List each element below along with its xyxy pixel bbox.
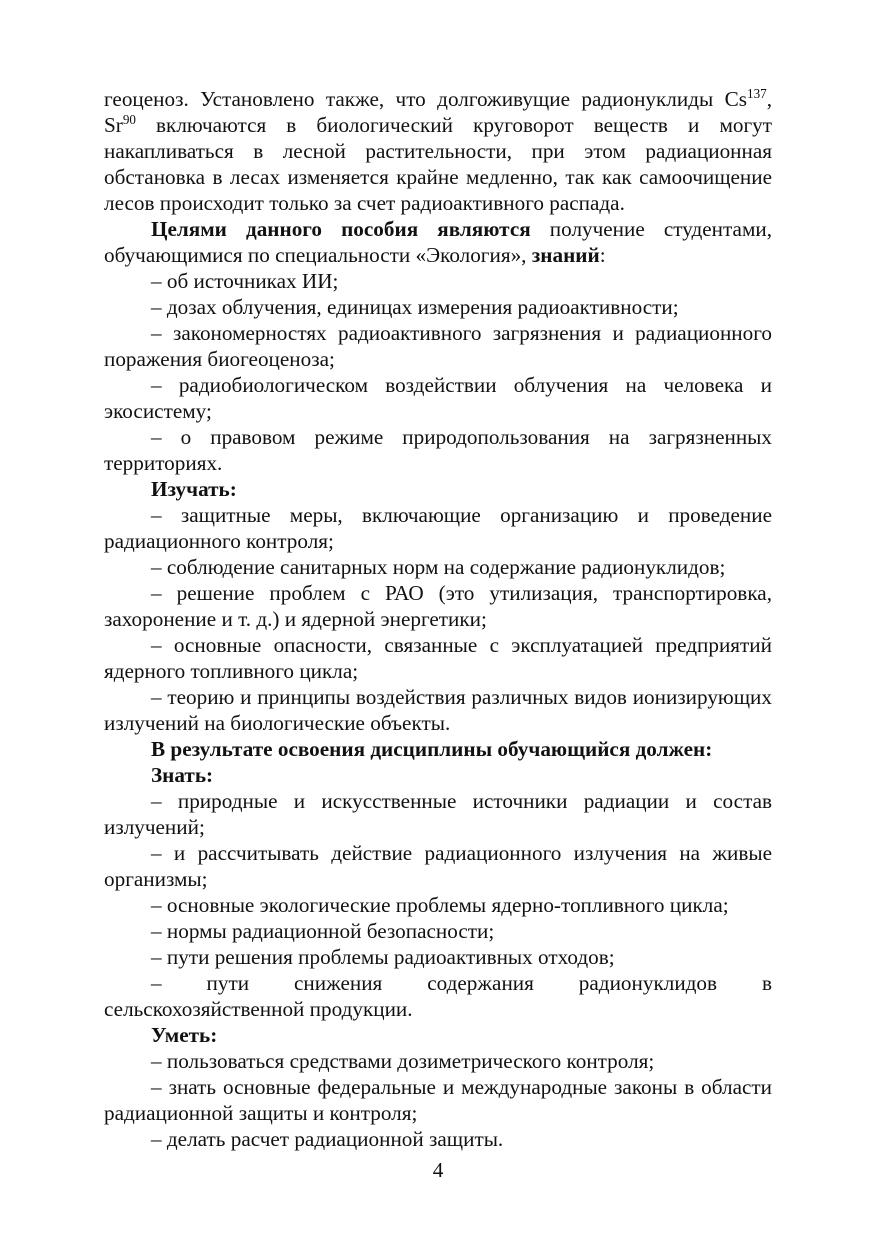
know-heading: Знать: (151, 763, 214, 787)
list-item: – делать расчет радиационной защиты. (151, 1127, 504, 1151)
list-item: – решение проблем с РАО (это утилизация, транспортировка, захоронение и т. д.) и ядерной энергетики; (104, 581, 772, 631)
study-heading: Изучать: (151, 477, 237, 501)
list-item: – защитные меры, включающие организацию и проведение радиационного контроля; (104, 503, 772, 553)
goals-bold-lead: Целями данного пособия являются (151, 217, 531, 241)
list-item: – нормы радиационной безопасности; (151, 919, 495, 943)
intro-text-start: геоценоз. Установлено также, что долгоживущие радионуклиды (104, 87, 725, 111)
list-item: – природные и искусственные источники радиации и состав излучений; (104, 789, 772, 839)
goals-text: получение студентами, обучающимися по специальности «Экология», (104, 217, 772, 267)
goals-colon: : (599, 243, 606, 267)
list-item: – знать основные федеральные и международные законы в области радиационной защиты и контроля; (104, 1075, 772, 1125)
list-item: – пути снижения содержания радионуклидов в сельскохозяйственной продукции. (104, 971, 772, 1021)
list-item: – основные опасности, связанные с эксплуатацией предприятий ядерного топливного цикла; (104, 633, 772, 683)
skills-heading: Уметь: (151, 1023, 218, 1047)
list-item: – пользоваться средствами дозиметрического контроля; (151, 1049, 655, 1073)
list-item: – закономерностях радиоактивного загрязнения и радиационного поражения биогеоценоза; (104, 321, 772, 371)
page-number: 4 (432, 1158, 444, 1182)
intro-text-end: включаются в биологический круговорот веществ и могут накапливаться в лесной растительности, при этом радиационная обстановка в лесах изменяется крайне медленно, так как самоочищение лесов происходит только за счет радиоактивного распада. (104, 113, 772, 215)
list-item: – о правовом режиме природопользования на загрязненных территориях. (104, 425, 772, 475)
result-heading: В результате освоения дисциплины обучающийся должен: (151, 737, 713, 761)
cesium-mass-number: 137 (747, 85, 767, 101)
goals-paragraph (104, 216, 772, 268)
list-item: – и рассчитывать действие радиационного излучения на живые организмы; (104, 841, 772, 891)
cesium-symbol: Cs (724, 87, 748, 111)
strontium-mass-number: 90 (122, 111, 136, 127)
list-item: – дозах облучения, единицах измерения радиоактивности; (151, 295, 679, 319)
list-item: – соблюдение санитарных норм на содержание радионуклидов; (151, 555, 726, 579)
list-item: – об источниках ИИ; (151, 269, 339, 293)
strontium-symbol: , Sr (104, 87, 772, 137)
list-item: – основные экологические проблемы ядерно-топливного цикла; (151, 893, 729, 917)
page-content (104, 86, 772, 1152)
intro-paragraph (104, 86, 772, 216)
list-item: – радиобиологическом воздействии облучения на человека и экосистему; (104, 373, 772, 423)
list-item: – пути решения проблемы радиоактивных отходов; (151, 945, 615, 969)
list-item: – теорию и принципы воздействия различных видов ионизирующих излучений на биологические объекты. (104, 685, 772, 735)
goals-bold-knowledge: знаний (531, 243, 600, 267)
